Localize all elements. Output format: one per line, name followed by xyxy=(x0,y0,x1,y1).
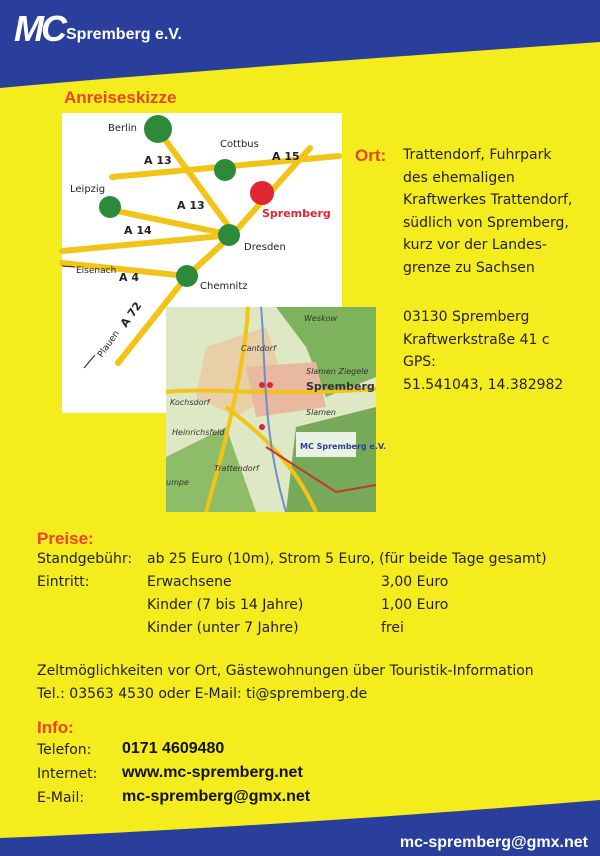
ort-address xyxy=(403,306,563,396)
price-item-name: Kinder (unter 7 Jahre) xyxy=(147,620,299,636)
standgebuehr-label: Standgebühr: xyxy=(37,551,133,567)
ort-description xyxy=(403,144,572,279)
map-pin-2 xyxy=(267,382,273,388)
accommodation-note: Zeltmöglichkeiten vor Ort, Gästewohnungen über Touristik-Information xyxy=(37,663,534,679)
city-label-chemnitz: Chemnitz xyxy=(200,281,248,292)
city-cottbus-marker xyxy=(214,159,236,181)
info-label-telefon: Telefon: xyxy=(37,742,92,758)
info-value-telefon: 0171 4609480 xyxy=(122,740,225,757)
ort-line: des ehemaligen xyxy=(403,169,515,186)
ort-line: grenze zu Sachsen xyxy=(403,259,535,276)
logo-name: Spremberg e.V. xyxy=(66,26,182,43)
local-area-map xyxy=(166,307,387,512)
road-label-a13-north: A 13 xyxy=(144,154,172,167)
arrow-label-eisenach: Eisenach xyxy=(76,266,117,276)
price-item-name: Erwachsene xyxy=(147,574,232,590)
road-label-a13-south: A 13 xyxy=(177,199,205,212)
logo-mark: MC xyxy=(14,8,64,49)
city-dresden-marker xyxy=(218,224,240,246)
info-value-internet[interactable]: www.mc-spremberg.net xyxy=(122,764,303,781)
map-label-slamen: Slamen xyxy=(306,408,336,417)
price-item-name: Kinder (7 bis 14 Jahre) xyxy=(147,597,304,613)
map-label-kochsdorf: Kochsdorf xyxy=(170,398,210,407)
footer-email[interactable]: mc-spremberg@gmx.net xyxy=(399,834,588,851)
city-label-spremberg: Spremberg xyxy=(262,207,331,220)
city-leipzig-marker xyxy=(99,196,121,218)
info-label-email: E-Mail: xyxy=(37,790,85,806)
map-label-cantdorf: Cantdorf xyxy=(241,344,276,353)
info-title: Info: xyxy=(37,718,74,737)
address-line: Kraftwerkstraße 41 c xyxy=(403,331,550,348)
sketch-title: Anreiseskizze xyxy=(64,88,177,107)
address-line: 03130 Spremberg xyxy=(403,309,530,325)
standgebuehr-value: ab 25 Euro (10m), Strom 5 Euro, (für beide Tage gesamt) xyxy=(147,551,547,567)
map-label-trattendorf: Trattendorf xyxy=(214,464,259,473)
address-line: GPS: xyxy=(403,354,436,370)
price-item-value: 3,00 Euro xyxy=(381,574,449,590)
road-label-a4: A 4 xyxy=(119,271,139,284)
ort-line: Kraftwerkes Trattendorf, xyxy=(403,192,573,208)
road-label-a15: A 15 xyxy=(272,150,300,163)
road-label-a72: A 72 xyxy=(117,299,145,330)
info-value-email[interactable]: mc-spremberg@gmx.net xyxy=(122,788,311,805)
city-label-cottbus: Cottbus xyxy=(220,139,259,150)
ort-label: Ort: xyxy=(355,146,387,165)
map-label-heinrichsfeld: Heinrichsfeld xyxy=(172,428,225,437)
ort-line: Trattendorf, Fuhrpark xyxy=(403,147,552,163)
map-label-umpe: umpe xyxy=(166,478,189,487)
map-pin-3 xyxy=(259,424,265,430)
city-label-berlin: Berlin xyxy=(108,123,138,134)
map-label-weskow: Weskow xyxy=(304,314,338,323)
info-label-internet: Internet: xyxy=(37,766,98,782)
map-pin-1 xyxy=(259,382,265,388)
map-label-slamen-ziegele: Slamen Ziegele xyxy=(306,367,369,376)
ort-line: südlich von Spremberg, xyxy=(403,214,569,231)
ort-line: kurz vor der Landes- xyxy=(403,237,547,253)
city-berlin-marker xyxy=(144,115,172,143)
city-chemnitz-marker xyxy=(176,265,198,287)
city-label-dresden: Dresden xyxy=(244,242,286,253)
tourist-contact-note: Tel.: 03563 4530 oder E-Mail: ti@spremberg.de xyxy=(37,686,368,702)
price-item-value: frei xyxy=(381,620,404,636)
city-spremberg-marker xyxy=(250,181,274,205)
price-item-value: 1,00 Euro xyxy=(381,597,449,613)
address-line: 51.541043, 14.382982 xyxy=(403,376,564,393)
map-label-spremberg: Spremberg xyxy=(306,380,375,393)
road-label-a14: A 14 xyxy=(124,224,152,237)
preise-title: Preise: xyxy=(37,529,94,548)
club-logo xyxy=(14,8,182,50)
map-logo-text: MC Spremberg e.V. xyxy=(300,442,387,451)
city-label-leipzig: Leipzig xyxy=(70,184,106,195)
eintritt-label: Eintritt: xyxy=(37,574,90,590)
arrow-label-plauen: Plauen xyxy=(96,329,122,360)
